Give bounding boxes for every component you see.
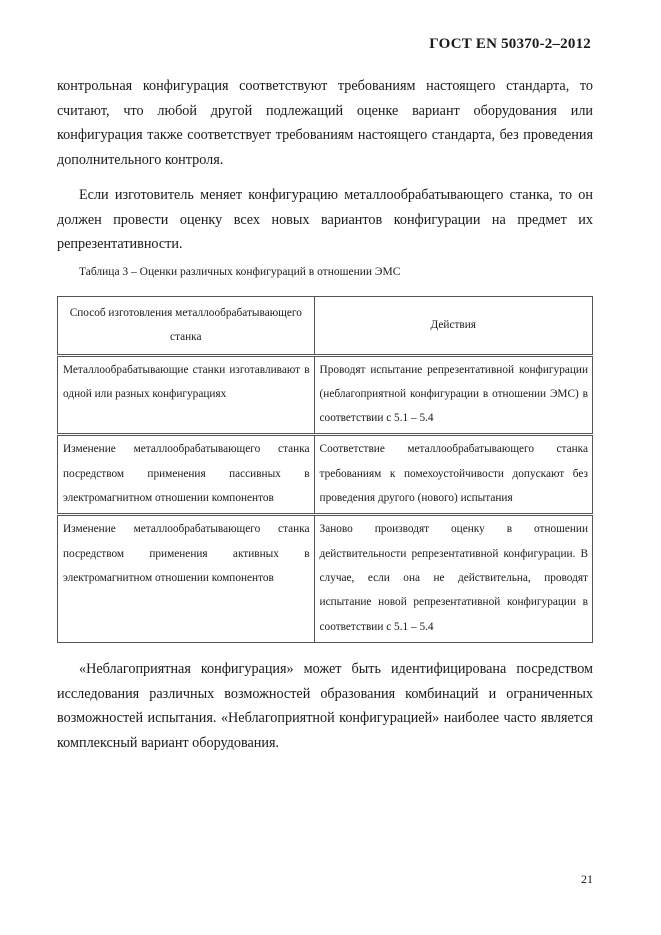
table-cell: Проводят испытание репрезентативной конфигурации (неблагоприятной конфигурации в отношении ЭМС) в соответствии с 5.1 – 5.4	[314, 355, 592, 435]
header-actions: Действия	[314, 297, 592, 356]
page-number: 21	[581, 872, 593, 886]
header-method: Способ изготовления металлообрабатывающего станка	[58, 297, 315, 356]
paragraph-1: контрольная конфигурация соответствуют требованиям настоящего стандарта, то считают, что любой другой подлежащий оценке вариант оборудования или конфигурация также соответствует требованиям настоящего стандарта, без проведения дополнительного контроля.	[57, 78, 593, 168]
table-cell: Соответствие металлообрабатывающего станка требованиям к помехоустойчивости допускают без проведения другого (нового) испытания	[314, 435, 592, 515]
table-row	[58, 435, 593, 515]
table-cell: Изменение металлообрабатывающего станка посредством применения пассивных в электромагнитном отношении компонентов	[58, 435, 315, 515]
table-row	[58, 515, 593, 642]
configuration-table	[57, 296, 593, 643]
table-header-row	[58, 297, 593, 356]
paragraph-3: «Неблагоприятная конфигурация» может быть идентифицирована посредством исследования различных возможностей образования комбинаций и ограниченных возможностей испытания. «Неблагоприятной конфигурацией» наиболее часто является комплексный вариант оборудования.	[57, 661, 593, 751]
document-header: ГОСТ EN 50370-2–2012	[429, 36, 591, 52]
table-caption: Таблица 3 – Оценки различных конфигураций в отношении ЭМС	[79, 266, 401, 278]
table-cell: Изменение металлообрабатывающего станка посредством применения активных в электромагнитном отношении компонентов	[58, 515, 315, 642]
table-row	[58, 355, 593, 435]
paragraph-2: Если изготовитель меняет конфигурацию металлообрабатывающего станка, то он должен провести оценку всех новых вариантов конфигурации на предмет их репрезентативности.	[57, 187, 593, 252]
table-cell: Металлообрабатывающие станки изготавливают в одной или разных конфигурациях	[58, 355, 315, 435]
table-cell: Заново производят оценку в отношении действительности репрезентативной конфигурации. В случае, если она не действительна, проводят испытание новой репрезентативной конфигурации в соответствии с 5.1 – 5.4	[314, 515, 592, 642]
